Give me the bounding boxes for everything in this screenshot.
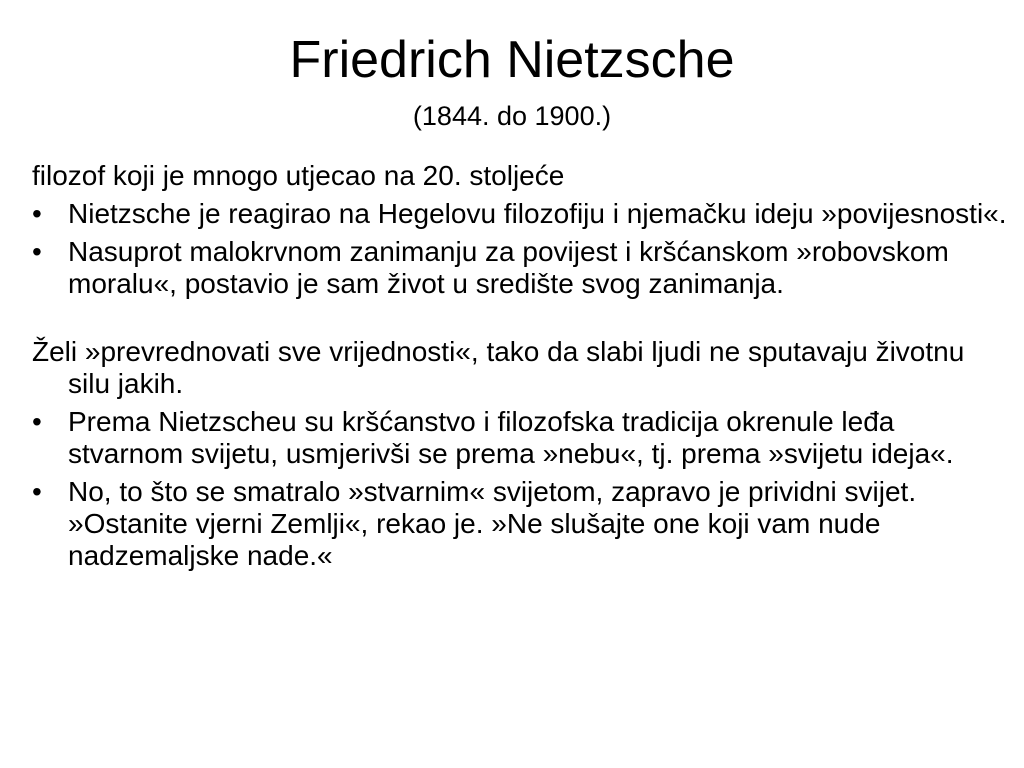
slide-title: Friedrich Nietzsche	[289, 31, 735, 89]
bullet-list-1	[32, 198, 1012, 300]
bullet-marker: •	[32, 406, 42, 437]
bullet-marker: •	[32, 236, 42, 267]
bullet-marker: •	[32, 476, 42, 507]
slide-subtitle: (1844. do 1900.)	[412, 101, 612, 131]
bullet-marker: •	[32, 198, 42, 229]
bullet-text: Prema Nietzscheu su kršćanstvo i filozofska tradicija okrenule leđa stvarnom svijetu, usmjerivši se prema »nebu«, tj. prema »svijetu ideja«.	[68, 406, 954, 469]
slide-body	[32, 160, 1012, 572]
bullet-text: No, to što se smatralo »stvarnim« svijetom, zapravo je prividni svijet. »Ostanite vjerni Zemlji«, rekao je. »Ne slušajte one koji vam nude nadzemaljske nade.«	[68, 476, 917, 571]
bullet-list-2	[32, 406, 1012, 572]
list-item	[32, 476, 1012, 572]
list-item	[32, 406, 1012, 470]
list-item	[32, 198, 1012, 230]
bullet-text: Nasuprot malokrvnom zanimanju za povijest i kršćanskom »robovskom moralu«, postavio je sam život u središte svog zanimanja.	[68, 236, 949, 299]
list-item	[32, 236, 1012, 300]
bullet-text: Nietzsche je reagirao na Hegelovu filozofiju i njemačku ideju »povijesnosti«.	[68, 198, 1007, 229]
intro-text: filozof koji je mnogo utjecao na 20. stoljeće	[32, 160, 565, 191]
section-lead-text: Želi »prevrednovati sve vrijednosti«, tako da slabi ljudi ne sputavaju životnu silu jakih.	[32, 336, 965, 399]
